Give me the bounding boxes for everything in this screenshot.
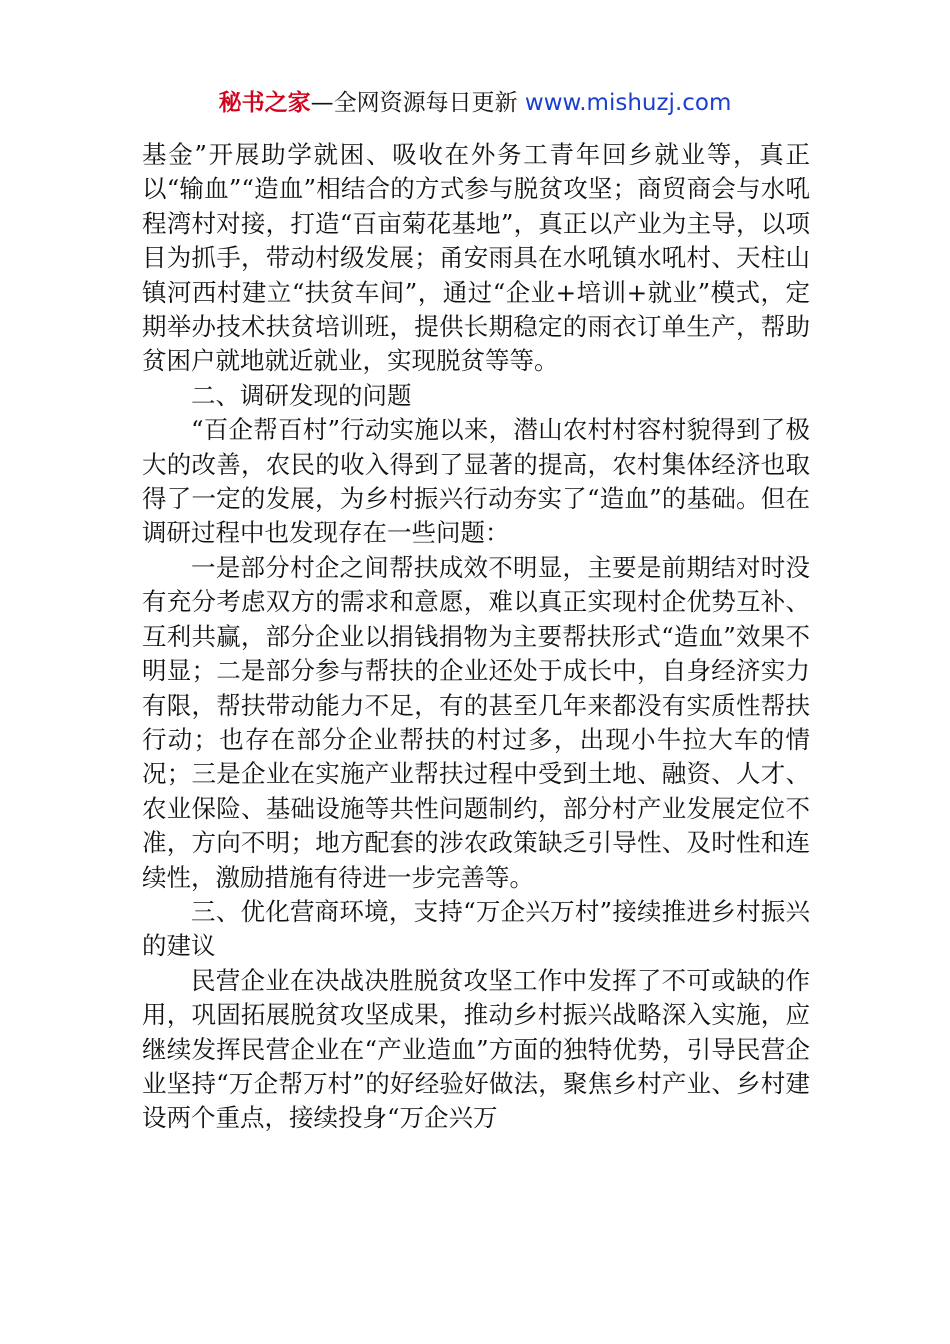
header-tagline: —全网资源每日更新 [310, 90, 518, 116]
brand-name: 秘书之家 [218, 90, 311, 116]
paragraph-continuation: 基金”开展助学就困、吸收在外务工青年回乡就业等，真正以“输血”“造血”相结合的方式参与脱贫攻坚；商贸商会与水吼程湾村对接，打造“百亩菊花基地”，真正以产业为主导，以项目为抓手，带动村级发展；甬安雨具在水吼镇水吼村、天柱山镇河西村建立“扶贫车间”，通过“企业+培训+就业”模式，定期举办技术扶贫培训班，提供长期稳定的雨衣订单生产，帮助贫困户就地就近就业，实现脱贫等等。 [142, 140, 810, 376]
paragraph: “百企帮百村”行动实施以来，潜山农村村容村貌得到了极大的改善，农民的收入得到了显著的提高，农村集体经济也取得了一定的发展，为乡村振兴行动夯实了“造血”的基础。但在调研过程中也发现存在一些问题： [142, 415, 810, 548]
paragraph: 一是部分村企之间帮扶成效不明显，主要是前期结对时没有充分考虑双方的需求和意愿，难以真正实现村企优势互补、互利共赢，部分企业以捐钱捐物为主要帮扶形式“造血”效果不明显；二是部分参与帮扶的企业还处于成长中，自身经济实力有限，帮扶带动能力不足，有的甚至几年来都没有实质性帮扶行动；也存在部分企业帮扶的村过多，出现小牛拉大车的情况；三是企业在实施产业帮扶过程中受到土地、融资、人才、农业保险、基础设施等共性问题制约，部分村产业发展定位不准，方向不明；地方配套的涉农政策缺乏引导性、及时性和连续性，激励措施有待进一步完善等。 [142, 552, 810, 892]
document-body [142, 138, 810, 1136]
section-heading-2: 二、调研发现的问题 [191, 380, 412, 410]
paragraph: 民营企业在决战决胜脱贫攻坚工作中发挥了不可或缺的作用，巩固拓展脱贫攻坚成果，推动乡村振兴战略深入实施，应继续发挥民营企业在“产业造血”方面的独特优势，引导民营企业坚持“万企帮万村”的好经验好做法，聚焦乡村产业、乡村建设两个重点，接续投身“万企兴万 [142, 965, 810, 1133]
section-heading-3: 三、优化营商环境，支持“万企兴万村”接续推进乡村振兴的建议 [142, 896, 810, 961]
site-url-link[interactable]: www.mishuzj.com [524, 90, 732, 116]
site-header [0, 88, 950, 118]
